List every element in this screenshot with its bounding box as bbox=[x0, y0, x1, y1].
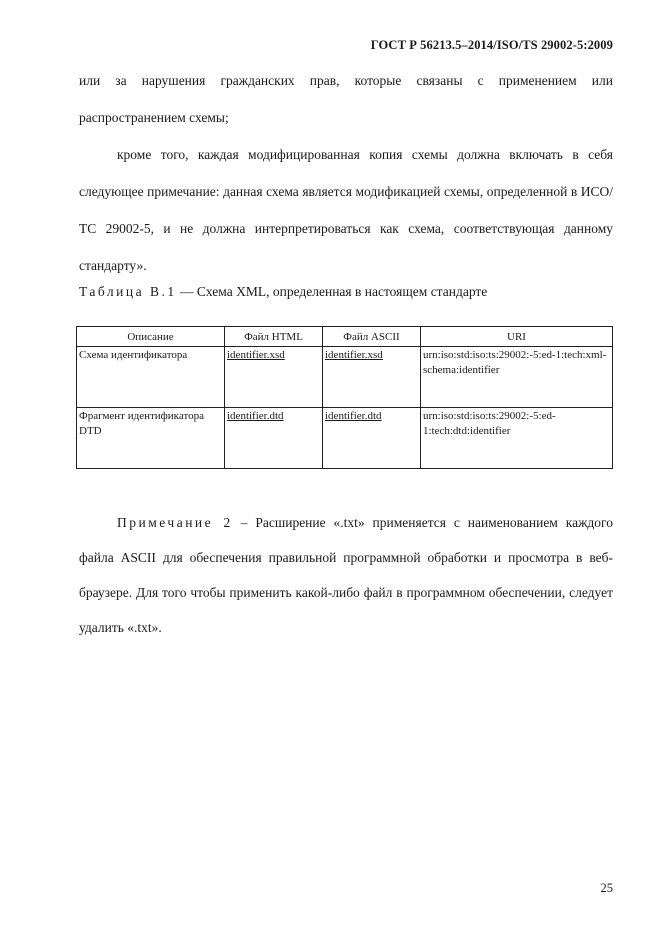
table-caption-label: Таблица В.1 bbox=[79, 284, 177, 299]
cell-html-file bbox=[225, 408, 323, 469]
table-row bbox=[77, 347, 613, 408]
header-description: Описание bbox=[77, 327, 225, 347]
html-file-link[interactable]: identifier.xsd bbox=[227, 349, 285, 361]
table-caption bbox=[79, 284, 487, 300]
table-row bbox=[77, 408, 613, 469]
table-caption-text: — Схема XML, определенная в настоящем стандарте bbox=[176, 284, 488, 299]
body-paragraph-2: кроме того, каждая модифицированная копия схемы должна включать в себя следующее примечание: данная схема является модификацией схемы, определенной в ИСО/ТС 29002-5, и не должна интерпретироваться как схема, соответствующая данному стандарту». bbox=[79, 147, 613, 273]
html-file-link[interactable]: identifier.dtd bbox=[227, 410, 284, 422]
cell-uri: urn:iso:std:iso:ts:29002:-5:ed-1:tech:dtd:identifier bbox=[421, 408, 613, 469]
page-number: 25 bbox=[600, 881, 613, 895]
header-html-file: Файл HTML bbox=[225, 327, 323, 347]
header-uri: URI bbox=[421, 327, 613, 347]
body-paragraph-1: или за нарушения гражданских прав, которые связаны с применением или распространением схемы; bbox=[79, 73, 613, 125]
document-header: ГОСТ Р 56213.5–2014/ISO/TS 29002-5:2009 bbox=[370, 38, 613, 52]
table-header-row bbox=[77, 327, 613, 347]
cell-html-file bbox=[225, 347, 323, 408]
cell-uri: urn:iso:std:iso:ts:29002:-5:ed-1:tech:xml-schema:identifier bbox=[421, 347, 613, 408]
note-text: – Расширение «.txt» применяется с наименованием каждого файла ASCII для обеспечения правильной программной обработки и просмотра в веб-браузере. Для того чтобы применить какой-либо файл в программном обеспечении, следует удалить «.txt». bbox=[79, 515, 613, 635]
ascii-file-link[interactable]: identifier.xsd bbox=[325, 349, 383, 361]
cell-ascii-file bbox=[323, 408, 421, 469]
cell-description: Схема идентификатора bbox=[77, 347, 225, 408]
ascii-file-link[interactable]: identifier.dtd bbox=[325, 410, 382, 422]
note-label: Примечание 2 bbox=[117, 515, 233, 530]
header-ascii-file: Файл ASCII bbox=[323, 327, 421, 347]
cell-description: Фрагмент идентификатора DTD bbox=[77, 408, 225, 469]
schema-table bbox=[76, 326, 613, 469]
cell-ascii-file bbox=[323, 347, 421, 408]
note-paragraph bbox=[79, 505, 613, 645]
